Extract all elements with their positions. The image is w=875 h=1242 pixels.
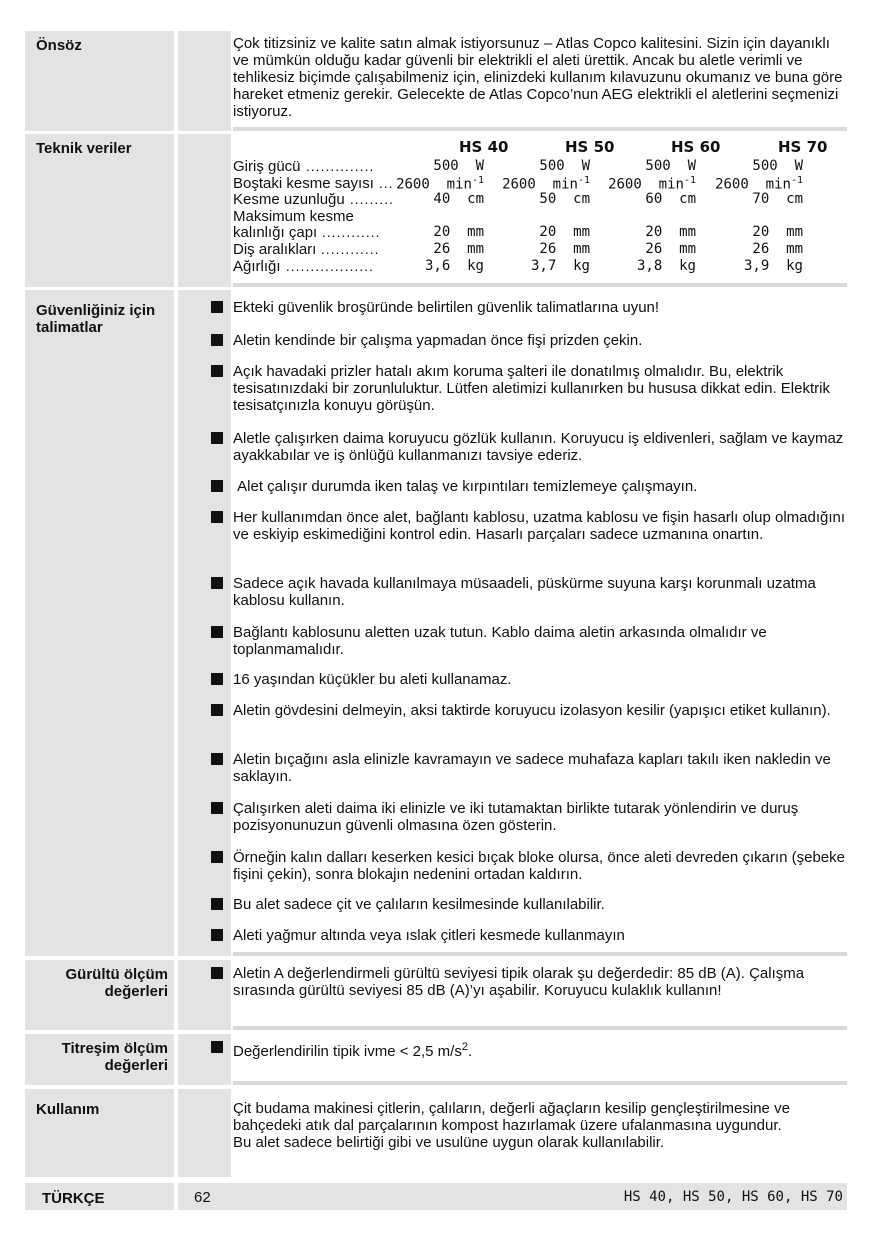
bullet-square-icon bbox=[211, 432, 223, 444]
footer-models: HS 40, HS 50, HS 60, HS 70 bbox=[233, 1183, 847, 1210]
list-item: Aletin kendinde bir çalışma yapmadan önce fişi prizden çekin. bbox=[233, 332, 847, 349]
section-teknik-veriler bbox=[25, 134, 847, 287]
spec-name: Kesme uzunluğu bbox=[233, 191, 345, 209]
section-gurultu bbox=[25, 960, 847, 1030]
spec-dots: ... bbox=[374, 174, 399, 191]
onsoz-text: Çok titizsiniz ve kalite satın almak istiyorsunuz – Atlas Copco kalitesini. Sizin için dayanıklı ve mümkün olduğu kadar güvenli bir elektrikli el aleti ürettik. Ancak bu aletle verimli ve tehlikesiz biçimde çalışabilmeniz için, elinizdeki kullanım kılavuzunu okumanız ve buna göre hareket etmeniz gerekir. Gelecekte de Atlas Copco’nun AEG elektrikli el aletlerini seçmenizi istiyoruz. bbox=[233, 35, 843, 120]
footer-language: TÜRKÇE bbox=[25, 1183, 174, 1210]
bullet-square-icon bbox=[211, 851, 223, 863]
spec-value: 3,7 kg bbox=[530, 257, 590, 274]
spec-value: 3,9 kg bbox=[743, 257, 803, 274]
page-number: 62 bbox=[178, 1183, 253, 1210]
spec-value: 500 W bbox=[539, 158, 590, 174]
safety-list bbox=[233, 290, 850, 956]
spec-value: 2600 $\min^{-1}$ bbox=[715, 174, 803, 193]
spec-name: Giriş gücü bbox=[233, 158, 301, 175]
section-onsoz bbox=[25, 31, 847, 131]
list-item: Ekteki güvenlik broşüründe belirtilen güvenlik talimatlarına uyun! bbox=[233, 299, 847, 316]
bullet-square-icon bbox=[211, 753, 223, 765]
spec-row bbox=[233, 158, 843, 175]
bullet-square-icon bbox=[211, 480, 223, 492]
spec-dots: ............ bbox=[316, 240, 385, 257]
spec-value: 26 mm bbox=[645, 240, 696, 257]
spec-row bbox=[233, 241, 843, 258]
list-item: Açık havadaki prizler hatalı akım koruma şalteri ile donatılmış olmalıdır. Bu, elektrik tesisatınızdaki bir zorunluluktur. Lütfen aletimizi kullanırken bu hususa dikkat edin. Elektrik tesisatçınızla konuyu görüşün. bbox=[233, 363, 847, 414]
spec-value: 2600 $\min^{-1}$ bbox=[396, 174, 484, 193]
section-label-kullanim: Kullanım bbox=[25, 1089, 174, 1177]
page-footer bbox=[25, 1183, 847, 1210]
spec-row bbox=[233, 191, 843, 208]
list-item: Aleti yağmur altında veya ıslak çitleri kesmede kullanmayın bbox=[233, 927, 847, 944]
model-header: HS 70 bbox=[778, 138, 828, 156]
spec-row bbox=[233, 258, 843, 275]
section-guvenlik bbox=[25, 290, 850, 956]
bullet-square-icon bbox=[211, 334, 223, 346]
list-item: 16 yaşından küçükler bu aleti kullanamaz. bbox=[233, 671, 847, 688]
bullet-square-icon bbox=[211, 673, 223, 685]
spec-row bbox=[233, 224, 843, 241]
bullet-square-icon bbox=[211, 626, 223, 638]
spec-value: 20 mm bbox=[539, 224, 590, 241]
list-item: Çalışırken aleti daima iki elinizle ve iki tutamaktan birlikte tutarak yönlendirin ve duruş pozisyonunuzun güvenli olmasına özen gösterin. bbox=[233, 800, 847, 834]
spec-value: 26 mm bbox=[752, 240, 803, 257]
bullet-square-icon bbox=[211, 577, 223, 589]
spec-value: 60 cm bbox=[645, 191, 696, 208]
spec-value: 2600 $\min^{-1}$ bbox=[502, 174, 590, 193]
spec-dots: ......... bbox=[345, 191, 399, 208]
bullet-square-icon bbox=[211, 898, 223, 910]
bullet-square-icon bbox=[211, 967, 223, 979]
spec-value: 26 mm bbox=[433, 240, 484, 257]
spec-name: Boştaki kesme sayısı bbox=[233, 174, 374, 192]
spec-value: 20 mm bbox=[752, 224, 803, 241]
list-item: Bağlantı kablosunu aletten uzak tutun. Kablo daima aletin arkasında olmalıdır ve toplanmamalıdır. bbox=[233, 624, 847, 658]
section-titresim bbox=[25, 1034, 847, 1085]
section-label-onsoz: Önsöz bbox=[25, 31, 174, 131]
bullet-square-icon bbox=[211, 1041, 223, 1053]
spec-value: 3,6 kg bbox=[424, 257, 484, 274]
spec-row bbox=[233, 175, 843, 192]
spec-value: 50 cm bbox=[539, 191, 590, 208]
spec-value: 500 W bbox=[645, 158, 696, 174]
kullanim-text-2: Bu alet sadece belirtiği gibi ve usulüne uygun olarak kullanılabilir. bbox=[233, 1134, 665, 1151]
kullanim-text: Çit budama makinesi çitlerin, çalıların, değerli ağaçların kesilip gençleştirilmesine ve bahçedeki atık dal parçalarının kompost hazırlamak üzere ufalanmasına uygundur. bbox=[233, 1100, 790, 1134]
list-item: Aletle çalışırken daima koruyucu gözlük kullanın. Koruyucu iş eldivenleri, sağlam ve kaymaz ayakkabılar ve iş önlüğü kullanmanızı tavsiye ederiz. bbox=[233, 430, 847, 464]
spec-value: 20 mm bbox=[645, 224, 696, 241]
spec-row bbox=[233, 208, 843, 225]
spec-name: Ağırlığı bbox=[233, 257, 281, 275]
list-item: Her kullanımdan önce alet, bağlantı kablosu, uzatma kablosu ve fişin hasarlı olup olmadığını ve eskiyip eskimediğini kontrol edin. Hasarlı parçaları sadece uzmanına onartın. bbox=[233, 509, 847, 543]
spec-name: kalınlığı çapı bbox=[233, 224, 318, 242]
spec-table bbox=[233, 158, 843, 274]
list-item: Sadece açık havada kullanılmaya müsaadeli, püskürme suyuna karşı korunmalı uzatma kablosu kullanın. bbox=[233, 575, 847, 609]
list-item: Örneğin kalın dalları keserken kesici bıçak bloke olursa, önce aleti devreden çıkarın (şebeke fişini çekin), sonra blokajın nedenini ortadan kaldırın. bbox=[233, 849, 847, 883]
list-item: Değerlendirilin tipik ivme < 2,5 $m/s^2$. bbox=[233, 1039, 847, 1060]
section-label-guvenlik: Güvenliğiniz için talimatlar bbox=[25, 290, 174, 956]
list-item: Aletin A değerlendirmeli gürültü seviyesi tipik olarak şu değerdedir: 85 dB (A). Çalışma sırasında gürültü seviyesi 85 dB (A)’yı aşabilir. Koruyucu kulaklık kullanın! bbox=[233, 965, 847, 999]
spec-value: 3,8 kg bbox=[636, 257, 696, 274]
model-header: HS 60 bbox=[671, 138, 721, 156]
spec-value: 20 mm bbox=[433, 224, 484, 241]
bullet-square-icon bbox=[211, 802, 223, 814]
bullet-square-icon bbox=[211, 929, 223, 941]
spec-name: Diş aralıkları bbox=[233, 240, 317, 258]
list-item: Aletin bıçağını asla elinizle kavramayın ve sadece muhafaza kapları takılı iken nakledin ve saklayın. bbox=[233, 751, 847, 785]
spec-dots: .................. bbox=[281, 257, 379, 274]
section-label-titresim: Titreşim ölçüm değerleri bbox=[25, 1034, 174, 1085]
spec-value: 26 mm bbox=[539, 240, 590, 257]
model-header: HS 40 bbox=[459, 138, 509, 156]
bullet-square-icon bbox=[211, 511, 223, 523]
section-kullanim bbox=[25, 1089, 847, 1177]
bullet-square-icon bbox=[211, 365, 223, 377]
list-item: Alet çalışır durumda iken talaş ve kırpıntıları temizlemeye çalışmayın. bbox=[233, 478, 847, 495]
bullet-square-icon bbox=[211, 704, 223, 716]
spec-value: 500 W bbox=[752, 158, 803, 174]
bullet-square-icon bbox=[211, 301, 223, 313]
spec-value: 500 W bbox=[433, 158, 484, 174]
section-label-teknik: Teknik veriler bbox=[25, 134, 174, 287]
list-item: Aletin gövdesini delmeyin, aksi taktirde koruyucu izolasyon kesilir (yapışıcı etiket kullanın). bbox=[233, 702, 847, 719]
spec-value: 70 cm bbox=[752, 191, 803, 208]
spec-value: 40 cm bbox=[433, 191, 484, 208]
spec-value: 2600 $\min^{-1}$ bbox=[608, 174, 696, 193]
model-header: HS 50 bbox=[565, 138, 615, 156]
spec-name: Maksimum kesme bbox=[233, 207, 354, 225]
list-item: Bu alet sadece çit ve çalıların kesilmesinde kullanılabilir. bbox=[233, 896, 847, 913]
spec-dots: .............. bbox=[301, 158, 380, 174]
section-label-gurultu: Gürültü ölçüm değerleri bbox=[25, 960, 174, 1030]
spec-dots: ............ bbox=[317, 224, 386, 241]
